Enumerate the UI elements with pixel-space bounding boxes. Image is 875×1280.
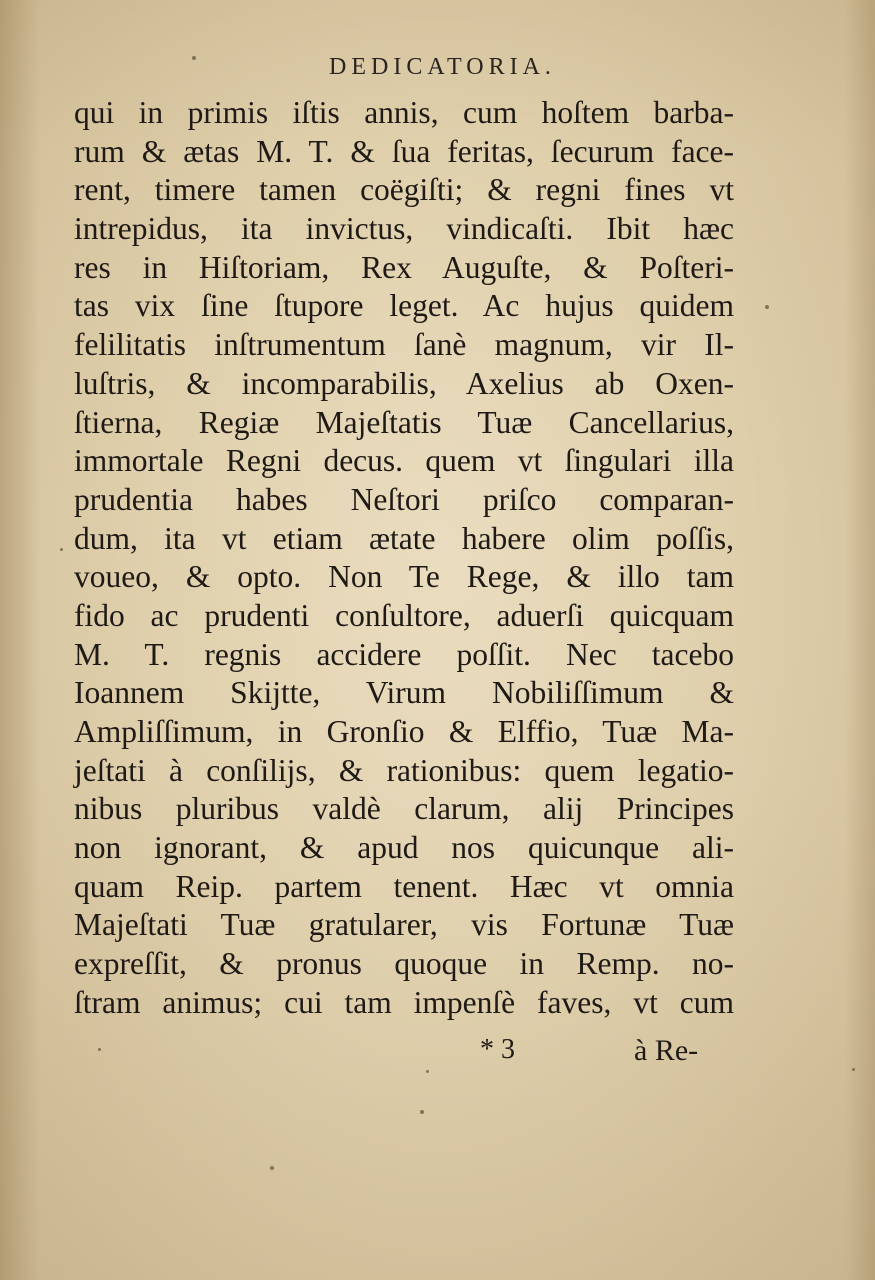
- text-line: res in Hiſtoriam, Rex Auguſte, & Poſteri-: [74, 249, 734, 285]
- paper-speck: [270, 1166, 274, 1170]
- paper-speck: [192, 56, 196, 60]
- paper-speck: [426, 1070, 429, 1073]
- running-title: DEDICATORIA.: [329, 54, 556, 80]
- text-line: prudentia habes Neſtori priſco comparan-: [74, 481, 734, 517]
- paper-speck: [852, 1068, 855, 1071]
- text-line: luſtris, & incomparabilis, Axelius ab Oxen-: [74, 365, 734, 401]
- text-line: expreſſit, & pronus quoque in Remp. no-: [74, 946, 734, 982]
- text-line: dum, ita vt etiam ætate habere olim poſſis,: [74, 520, 734, 556]
- text-line: ſtierna, Regiæ Majeſtatis Tuæ Cancellarius,: [74, 404, 734, 440]
- text-line: fido ac prudenti conſultore, aduerſi quicquam: [74, 597, 734, 633]
- paper-speck: [98, 1048, 101, 1051]
- text-line: tas vix ſine ſtupore leget. Ac hujus quidem: [74, 288, 734, 324]
- page-footer: [0, 1034, 875, 1074]
- text-line: ſtram animus; cui tam impenſè faves, vt cum: [74, 984, 734, 1020]
- text-line: Ampliſſimum, in Gronſio & Elffio, Tuæ Ma-: [74, 714, 734, 749]
- text-line: rent, timere tamen coëgiſti; & regni fines vt: [74, 172, 734, 208]
- text-line: Ioannem Skijtte, Virum Nobiliſſimum &: [74, 675, 734, 711]
- text-line: qui in primis iſtis annis, cum hoſtem barba-: [74, 95, 734, 130]
- text-line: non ignorant, & apud nos quicunque ali-: [74, 830, 734, 866]
- signature-mark: * 3: [480, 1034, 515, 1065]
- body-text: [74, 94, 734, 1023]
- paper-speck: [60, 548, 63, 551]
- paper-speck: [420, 1110, 424, 1114]
- text-line: rum & ætas M. T. & ſua feritas, ſecurum face-: [74, 133, 734, 169]
- text-line: immortale Regni decus. quem vt ſingulari illa: [74, 443, 734, 479]
- text-line: Majeſtati Tuæ gratularer, vis Fortunæ Tuæ: [74, 907, 734, 943]
- catchword: à Re-: [634, 1034, 699, 1067]
- text-line: voueo, & opto. Non Te Rege, & illo tam: [74, 559, 734, 595]
- text-line: jeſtati à conſilijs, & rationibus: quem legatio-: [74, 752, 734, 788]
- text-line: nibus pluribus valdè clarum, alij Principes: [74, 791, 734, 827]
- paper-speck: [765, 305, 769, 309]
- text-line: M. T. regnis accidere poſſit. Nec tacebo: [74, 636, 734, 672]
- text-line: quam Reip. partem tenent. Hæc vt omnia: [74, 868, 734, 904]
- text-line: intrepidus, ita invictus, vindicaſti. Ibit hæc: [74, 211, 734, 247]
- text-line: felilitatis inſtrumentum ſanè magnum, vir Il-: [74, 327, 734, 363]
